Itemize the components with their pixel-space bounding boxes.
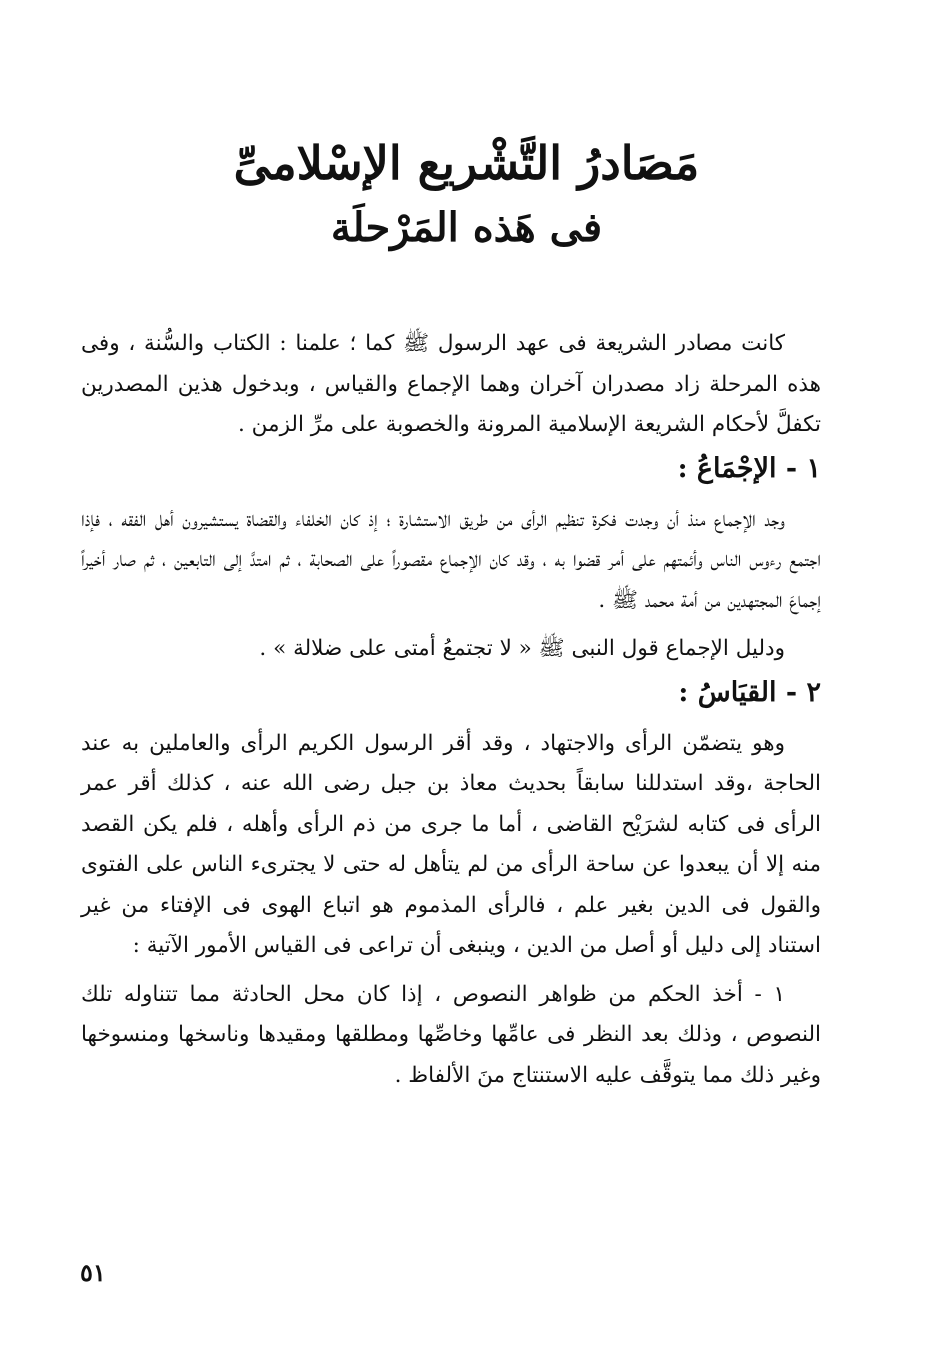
section-heading-qiyas: ٢ - القيَاسُ :: [678, 676, 821, 708]
page-body: [81, 324, 821, 1096]
intro-paragraph: كانت مصادر الشريعة فى عهد الرسول ﷺ كما ؛ علمنا : الكتاب والسُّنة ، وفى هذه المرحلة زاد مصدران آخران وهما الإجماع والقياس ، وبدخول هذين المصدرين تكفلَّ لأحكام الشريعة الإسلامية المرونة والخصوبة على مرِّ الزمن .: [81, 331, 821, 437]
page-number: ٥١: [80, 1258, 106, 1287]
chapter-title: [0, 128, 933, 258]
ijma-evidence-paragraph: ودليل الإجماع قول النبى ﷺ « لا تجتمعُ أمتى على ضلالة » .: [259, 636, 785, 661]
chapter-title-line-1: مَصَادرُ التَّشْريع الإسْلامىِّ: [233, 136, 700, 190]
qiyas-point-1-paragraph: ١ - أخذ الحكم من ظواهر النصوص ، إذا كان محل الحادثة مما تتناوله تلك النصوص ، وذلك بعد النظر فى عامِّها وخاصِّها ومطلقها ومقيدها وناسخها ومنسوخها وغير ذلك مما يتوقَّف عليه الاستنتاج منَ الألفاظ .: [81, 981, 821, 1088]
chapter-title-line-2: فى هَذه المَرْحلَة: [330, 204, 603, 251]
ijma-paragraph: وجد الإجماع منذ أن وجدت فكرة تنظيم الرأى من طريق الاستشارة ؛ إذ كان الخلفاء والقضاة يستشيرون أهل الفقه ، فإذا اجتمع رءوس الناس وأئمتهم على أمر قضوا به ، وقد كان الإجماع مقصوراً على الصحابة ، ثم امتدَّ إلى التابعين ، ثم صار أخيراً إجماعَ المجتهدين من أمة محمد ﷺ .: [81, 506, 821, 613]
section-heading-ijma: ١ - الإجْمَاعُ :: [677, 452, 821, 484]
qiyas-paragraph: وهو يتضمّن الرأى والاجتهاد ، وقد أقر الرسول الكريم الرأى والعاملين به عند الحاجة ،وقد استدللنا سابقاً بحديث معاذ بن جبل رضى الله عنه ، كذلك أقر عمر الرأى فى كتابه لشرَيْح القاضى ، أما ما جرى من ذم الرأى وأهله ، فلم يكن القصد منه إلا أن يبعدوا عن ساحة الرأى من لم يتأهل له حتى لا يجترىء الناس على الفتوى والقول فى الدين بغير علم ، فالرأى المذموم هو اتباع الهوى فى الإفتاء من غير استناد إلى دليل أو أصل من الدين ، وينبغى أن تراعى فى القياس الأمور الآتية :: [81, 730, 821, 958]
